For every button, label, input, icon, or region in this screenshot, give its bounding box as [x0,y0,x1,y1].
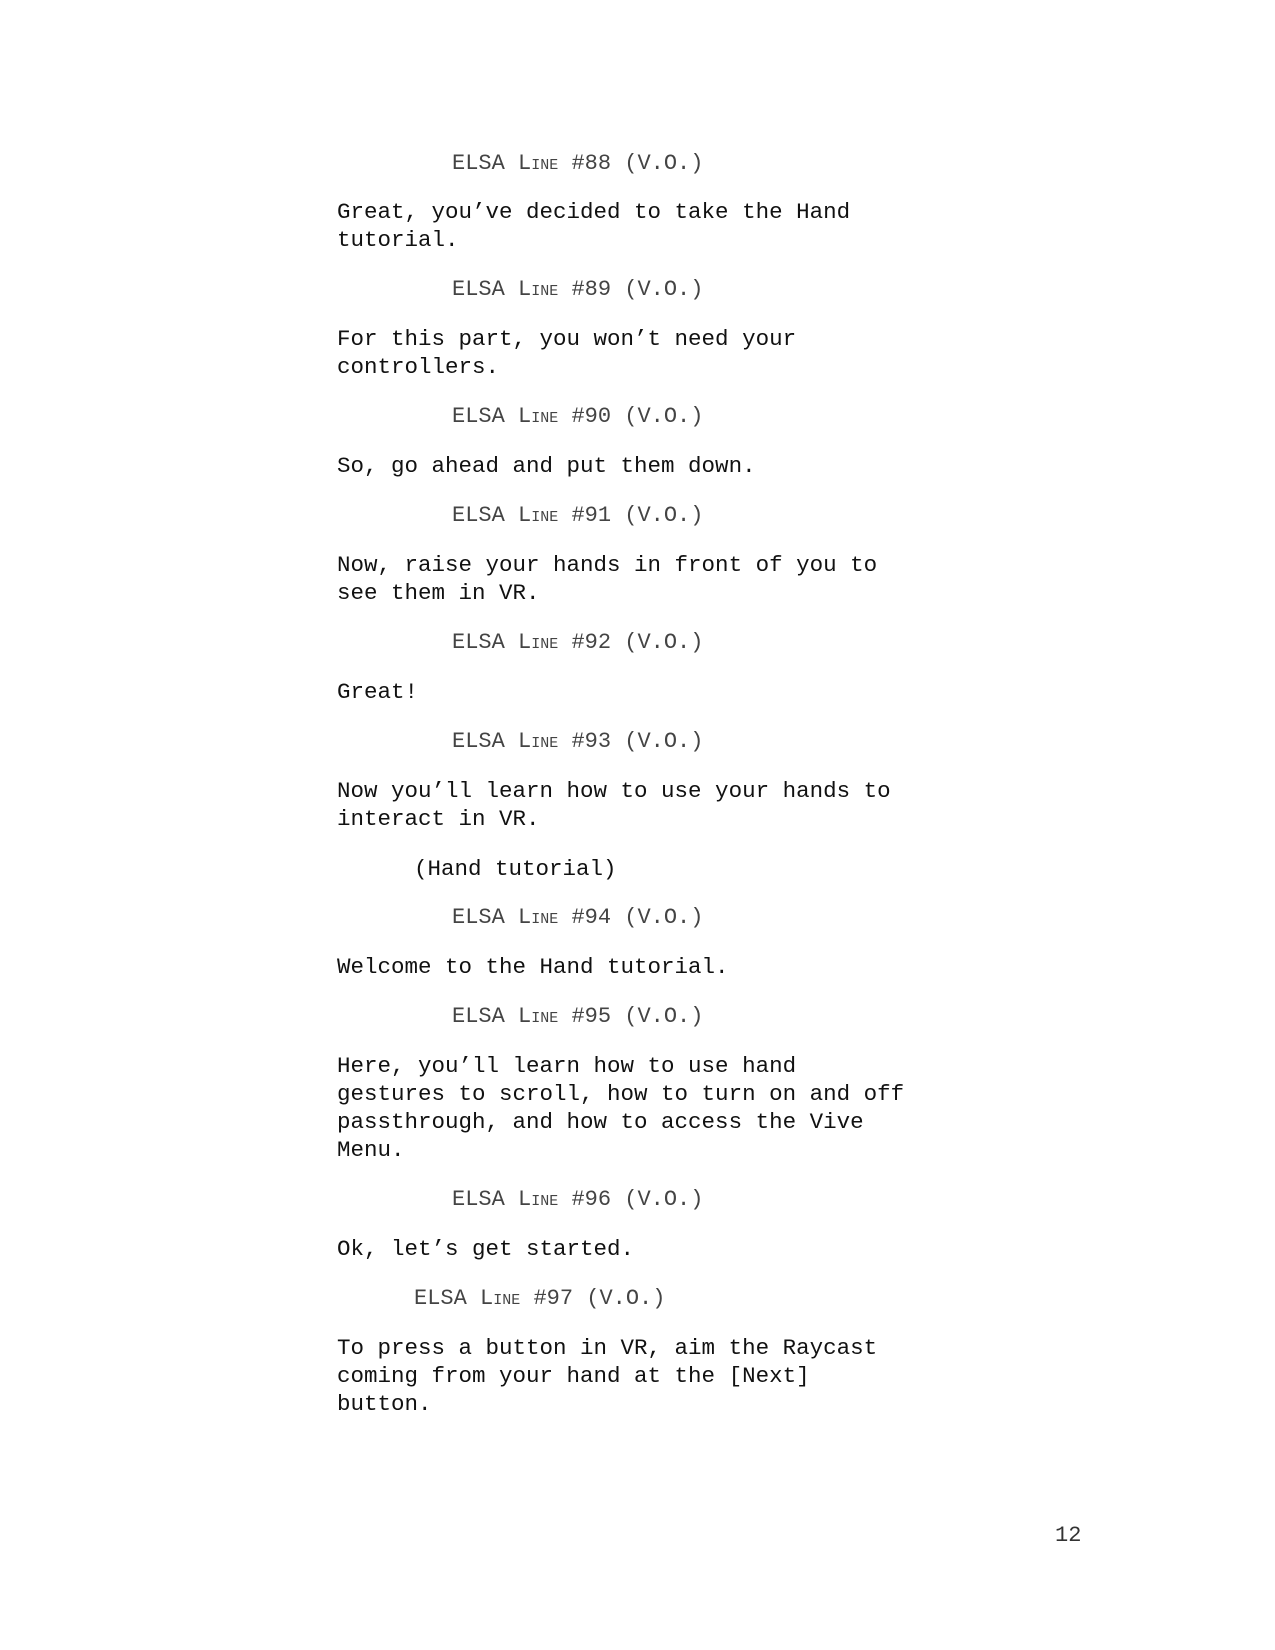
character-cue: ELSA Line #96 (V.O.) [452,1187,704,1212]
character-cue: ELSA Line #94 (V.O.) [452,905,704,930]
character-cue: ELSA Line #92 (V.O.) [452,630,704,655]
dialogue: So, go ahead and put them down. [337,453,756,479]
dialogue: Great, you’ve decided to take the Hand tutorial. [337,199,851,253]
character-cue: ELSA Line #91 (V.O.) [452,503,704,528]
character-cue: ELSA Line #93 (V.O.) [452,729,704,754]
parenthetical: (Hand tutorial) [414,856,617,882]
dialogue: Great! [337,679,419,705]
character-cue: ELSA Line #89 (V.O.) [452,277,704,302]
dialogue: For this part, you won’t need your controllers. [337,326,797,380]
dialogue: Ok, let’s get started. [337,1236,635,1262]
character-cue: ELSA Line #90 (V.O.) [452,404,704,429]
page-number: 12 [1055,1523,1082,1548]
character-cue: ELSA Line #97 (V.O.) [414,1286,666,1311]
dialogue: To press a button in VR, aim the Raycast coming from your hand at the [Next] button. [337,1335,878,1417]
character-cue: ELSA Line #88 (V.O.) [452,151,704,176]
dialogue: Now you’ll learn how to use your hands to interact in VR. [337,778,891,832]
dialogue: Here, you’ll learn how to use hand gestures to scroll, how to turn on and off passthrough, and how to access the Vive Menu. [337,1053,905,1163]
dialogue: Now, raise your hands in front of you to see them in VR. [337,552,878,606]
dialogue: Welcome to the Hand tutorial. [337,954,729,980]
character-cue: ELSA Line #95 (V.O.) [452,1004,704,1029]
